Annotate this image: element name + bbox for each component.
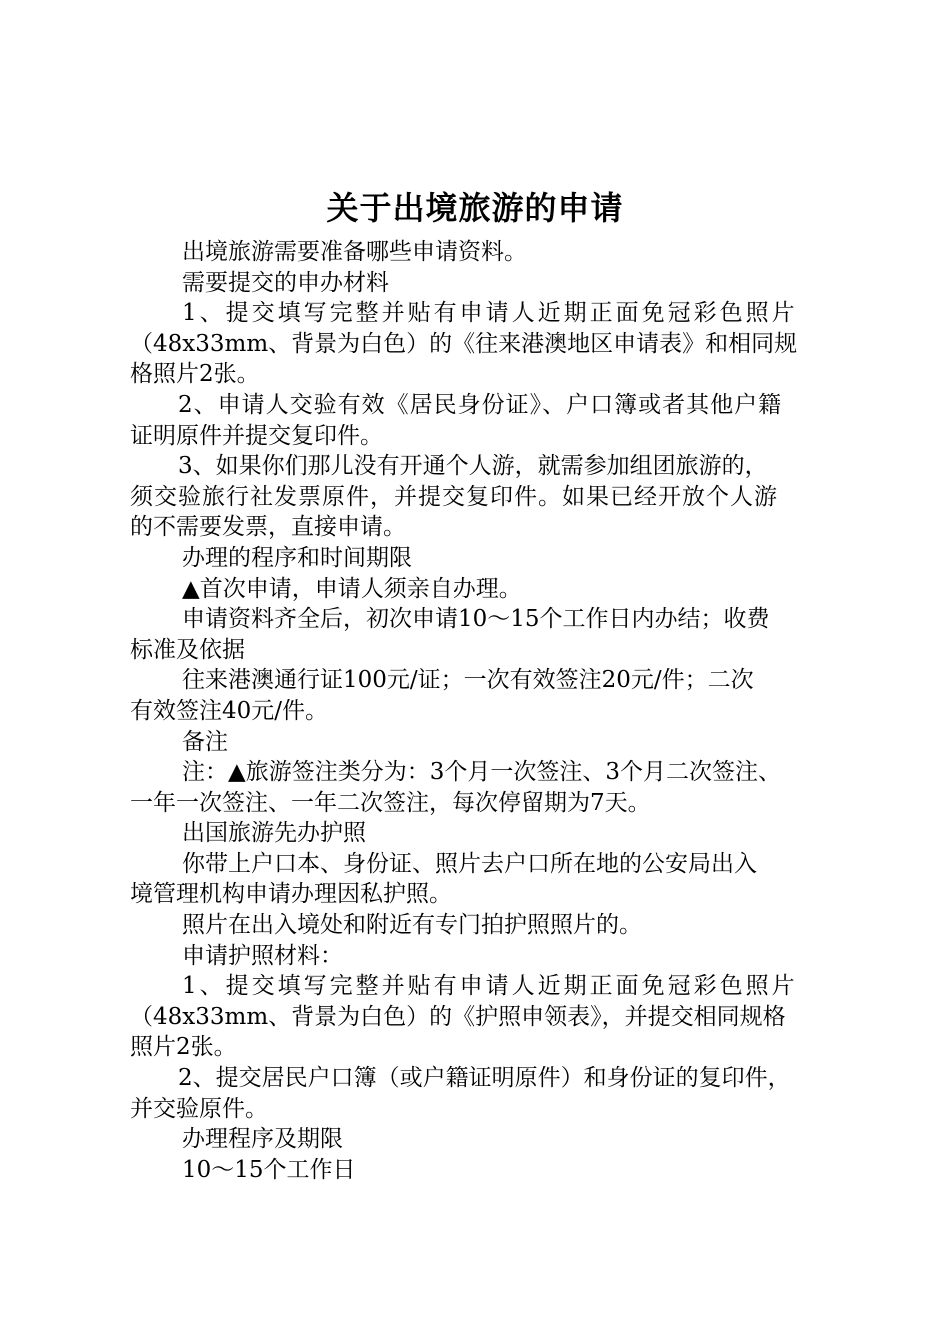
paragraph-line: 并交验原件。 (130, 1095, 268, 1122)
document-body (130, 237, 850, 1185)
paragraph-line: 申请资料齐全后，初次申请10～15个工作日内办结；收费 (182, 606, 770, 633)
paragraph-line: 有效签注40元/件。 (130, 697, 329, 724)
paragraph-line: 证明原件并提交复印件。 (130, 422, 383, 449)
paragraph-line: 境管理机构申请办理因私护照。 (130, 881, 452, 908)
paragraph-line: （48x33mm、背景为白色）的《护照申领表》，并提交相同规格 (130, 1003, 786, 1030)
paragraph-line: 你带上户口本、身份证、照片去户口所在地的公安局出入 (182, 850, 757, 877)
paragraph-line: 照片2张。 (130, 1034, 237, 1061)
paragraph-line: 注：▲旅游签注类分为：3个月一次签注、3个月二次签注、 (182, 759, 781, 786)
paragraph-line: 须交验旅行社发票原件，并提交复印件。如果已经开放个人游 (130, 483, 778, 510)
section-heading: 需要提交的申办材料 (182, 269, 389, 296)
section-heading: 申请护照材料： (182, 942, 343, 969)
paragraph-line: ▲首次申请，申请人须亲自办理。 (182, 575, 522, 602)
paragraph-line: （48x33mm、背景为白色）的《往来港澳地区申请表》和相同规 (130, 330, 798, 357)
paragraph-line: 出境旅游需要准备哪些申请资料。 (182, 239, 527, 265)
paragraph-line: 一年一次签注、一年二次签注，每次停留期为7天。 (130, 789, 651, 816)
paragraph-line: 标准及依据 (130, 636, 245, 663)
paragraph-line: 1、提交填写完整并贴有申请人近期正面免冠彩色照片 (182, 300, 798, 327)
paragraph-line: 往来港澳通行证100元/证；一次有效签注20元/件；二次 (182, 667, 754, 694)
section-heading: 办理的程序和时间期限 (182, 544, 412, 571)
paragraph-line: 2、申请人交验有效《居民身份证》、户口簿或者其他户籍 (178, 391, 783, 418)
paragraph-line: 3、如果你们那儿没有开通个人游，就需参加组团旅游的， (178, 453, 768, 480)
section-heading: 办理程序及期限 (182, 1126, 343, 1153)
paragraph-line: 10～15个工作日 (182, 1156, 356, 1183)
paragraph-line: 的不需要发票，直接申请。 (130, 514, 406, 541)
document-title: 关于出境旅游的申请 (326, 189, 624, 227)
section-heading: 备注 (182, 728, 228, 755)
paragraph-line: 1、提交填写完整并贴有申请人近期正面免冠彩色照片 (182, 973, 798, 1000)
section-heading: 出国旅游先办护照 (182, 820, 366, 847)
paragraph-line: 格照片2张。 (130, 361, 260, 388)
paragraph-line: 照片在出入境处和附近有专门拍护照照片的。 (182, 912, 642, 939)
paragraph-line: 2、提交居民户口簿（或户籍证明原件）和身份证的复印件， (178, 1065, 791, 1092)
